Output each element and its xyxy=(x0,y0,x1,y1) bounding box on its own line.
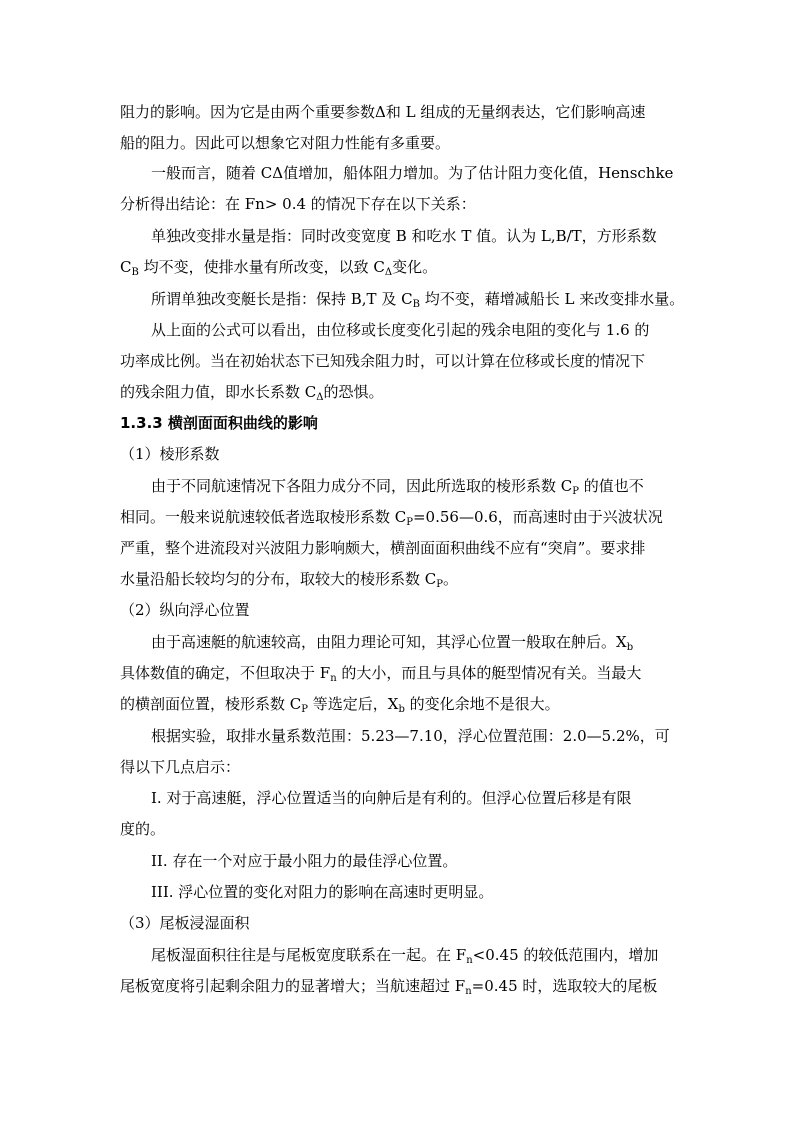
subsection-title: （1）棱形系数 xyxy=(120,445,220,463)
text-run: 具体数值的确定，不但取决于 F xyxy=(120,664,331,682)
paragraph-line: 严重，整个进流段对兴波阻力影响颇大，横剖面面积曲线不应有“突肩”。要求排 xyxy=(120,539,646,557)
subscript: Δ xyxy=(316,392,324,403)
text-run: 的横剖面位置，棱形系数 C xyxy=(120,695,302,713)
text-run: C xyxy=(120,258,132,276)
paragraph-line xyxy=(151,632,674,652)
text-run: 的变化余地不是很大。 xyxy=(404,695,560,713)
text-run: 所谓单独改变艇长是指：保持 B,T 及 C xyxy=(151,290,413,308)
subscript: B xyxy=(131,267,139,278)
text-run: 均不变，使排水量有所改变，以致 C xyxy=(138,258,385,276)
paragraph-line xyxy=(120,382,674,402)
paragraph-line: 阻力的影响。因为它是由两个重要参数Δ和 L 组成的无量纲表达，它们影响高速 xyxy=(120,103,646,121)
subscript: P xyxy=(301,704,308,715)
subscript: b xyxy=(398,704,405,715)
paragraph-line xyxy=(120,663,674,683)
subscript: b xyxy=(626,642,634,653)
section-heading: 1.3.3 横剖面面积曲线的影响 xyxy=(120,414,318,432)
subsection-title: （3）尾板浸湿面积 xyxy=(120,914,250,932)
paragraph-line: 功率成比例。当在初始状态下已知残余阻力时，可以计算在位移或长度的情况下 xyxy=(120,352,646,370)
paragraph-line xyxy=(120,976,674,996)
text-run: 相同。一般来说航速较低者选取棱形系数 C xyxy=(120,508,407,526)
paragraph-line: 船的阻力。因此可以想象它对阻力性能有多重要。 xyxy=(120,134,451,152)
subscript: n xyxy=(330,673,337,684)
paragraph-line: 根据实验，取排水量系数范围：5.23—7.10，浮心位置范围：2.0—5.2%，可 xyxy=(151,727,670,745)
paragraph-line xyxy=(151,945,674,965)
text-run: 的值也不 xyxy=(578,477,644,495)
paragraph-line xyxy=(120,257,674,277)
paragraph-line xyxy=(151,476,674,496)
text-run: 。 xyxy=(442,570,458,588)
text-run: 的残余阻力值，即水长系数 C xyxy=(120,383,317,401)
paragraph-line: 得以下几点启示： xyxy=(120,758,241,776)
paragraph-line: 分析得出结论：在 Fn> 0.4 的情况下存在以下关系： xyxy=(120,195,476,213)
list-item: II. 存在一个对应于最小阻力的最佳浮心位置。 xyxy=(151,852,458,870)
text-run: 等选定后，X xyxy=(307,695,399,713)
text-run: 尾板湿面积往往是与尾板宽度联系在一起。在 F xyxy=(151,946,467,964)
text-run: 水量沿船长较均匀的分布，取较大的棱形系数 C xyxy=(120,570,437,588)
subscript: P xyxy=(572,486,579,497)
paragraph-line xyxy=(120,694,674,714)
text-run: 的大小，而且与具体的艇型情况有关。当最大 xyxy=(336,664,642,682)
text-run: 尾板宽度将引起剩余阻力的显著增大；当航速超过 F xyxy=(120,977,466,995)
list-item: III. 浮心位置的变化对阻力的影响在高速时更明显。 xyxy=(151,883,494,901)
paragraph-line: 从上面的公式可以看出，由位移或长度变化引起的残余电阻的变化与 1.6 的 xyxy=(151,321,650,339)
text-run: 均不变，藉增减船长 L 来改变排水量。 xyxy=(419,290,685,308)
text-run: 变化。 xyxy=(392,258,438,276)
paragraph-line: 度的。 xyxy=(120,820,166,838)
subscript: n xyxy=(466,955,473,966)
paragraph-line xyxy=(120,569,674,589)
paragraph-line: 一般而言，随着 CΔ值增加，船体阻力增加。为了估计阻力变化值，Henschke xyxy=(151,164,674,182)
text-run: =0.45 时，选取较大的尾板 xyxy=(471,977,658,995)
subscript: P xyxy=(436,579,443,590)
subscript: B xyxy=(412,299,420,310)
subscript: Δ xyxy=(384,267,393,278)
paragraph-line xyxy=(151,289,685,310)
subsection-title: （2）纵向浮心位置 xyxy=(120,601,250,619)
text-run: =0.56—0.6，而高速时由于兴波状况 xyxy=(412,508,663,526)
text-run: 由于高速艇的航速较高，由阻力理论可知，其浮心位置一般取在舯后。X xyxy=(151,633,627,651)
text-run: 由于不同航速情况下各阻力成分不同，因此所选取的棱形系数 C xyxy=(151,477,573,495)
text-run: <0.45 的较低范围内，增加 xyxy=(472,946,659,964)
paragraph-line xyxy=(120,507,674,527)
paragraph-line: 单独改变排水量是指：同时改变宽度 B 和吃水 T 值。认为 L,B/T，方形系数 xyxy=(151,227,657,245)
list-item: I. 对于高速艇，浮心位置适当的向舯后是有利的。但浮心位置后移是有限 xyxy=(151,789,632,807)
text-run: 的恐惧。 xyxy=(323,383,384,401)
subscript: n xyxy=(465,986,472,997)
subscript: P xyxy=(406,517,413,528)
